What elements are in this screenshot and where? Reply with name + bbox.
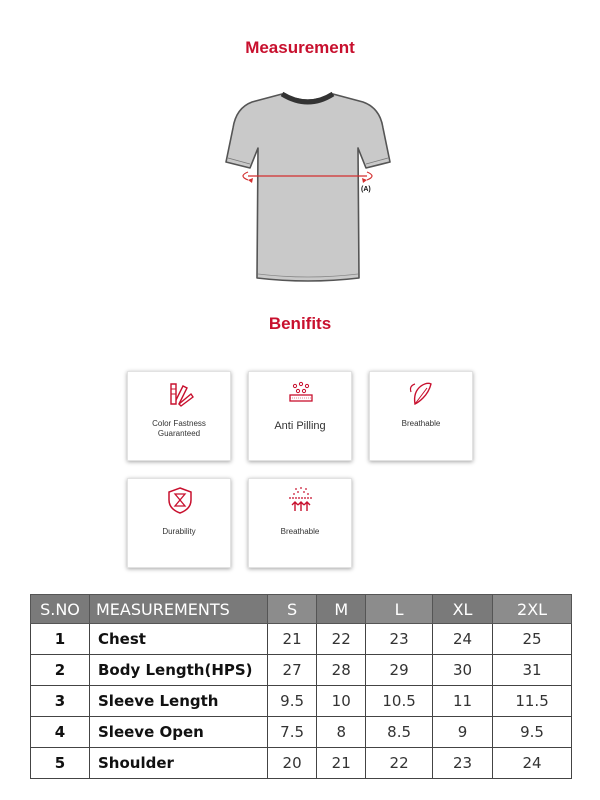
cell-value: 9.5: [493, 717, 572, 748]
cell-value: 23: [432, 748, 492, 779]
table-row: [31, 624, 572, 655]
header-size-m: M: [317, 595, 366, 624]
cell-value: 21: [317, 748, 366, 779]
color-swatch-icon: [165, 378, 195, 408]
cell-value: 21: [268, 624, 317, 655]
header-sno: S.NO: [31, 595, 90, 624]
cell-value: 9.5: [268, 686, 317, 717]
cell-value: 29: [366, 655, 433, 686]
table-header-row: [31, 595, 572, 624]
table-row: [31, 686, 572, 717]
header-size-2xl: 2XL: [493, 595, 572, 624]
cell-value: 27: [268, 655, 317, 686]
benefits-title: Benifits: [268, 314, 332, 333]
header-measurements: MEASUREMENTS: [90, 595, 268, 624]
cell-sno: 2: [31, 655, 90, 686]
cell-value: 11: [432, 686, 492, 717]
cell-measurement: Sleeve Open: [90, 717, 268, 748]
header-size-xl: XL: [432, 595, 492, 624]
cell-value: 10.5: [366, 686, 433, 717]
header-size-l: L: [366, 595, 433, 624]
cell-value: 22: [366, 748, 433, 779]
cell-value: 20: [268, 748, 317, 779]
fabric-pilling-icon: [286, 378, 316, 408]
cell-value: 30: [432, 655, 492, 686]
cell-value: 11.5: [493, 686, 572, 717]
feather-icon: [407, 378, 437, 408]
cell-measurement: Body Length(HPS): [90, 655, 268, 686]
tshirt-diagram: [220, 88, 395, 283]
table-row: [31, 717, 572, 748]
cell-value: 10: [317, 686, 366, 717]
measurement-title: Measurement: [245, 38, 355, 57]
cell-value: 23: [366, 624, 433, 655]
cell-sno: 3: [31, 686, 90, 717]
table-row: [31, 748, 572, 779]
cell-sno: 4: [31, 717, 90, 748]
size-chart-table: [30, 594, 572, 779]
cell-value: 31: [493, 655, 572, 686]
measure-marker-label: (A): [361, 186, 371, 193]
benefit-card-color-fastness: [127, 371, 231, 461]
benefit-card-breathable-2: [248, 478, 352, 568]
cell-value: 24: [432, 624, 492, 655]
cell-value: 28: [317, 655, 366, 686]
benefit-card-breathable: [369, 371, 473, 461]
header-size-s: S: [268, 595, 317, 624]
cell-measurement: Sleeve Length: [90, 686, 268, 717]
cell-value: 25: [493, 624, 572, 655]
benefit-card-durability: [127, 478, 231, 568]
table-row: [31, 655, 572, 686]
cell-value: 8.5: [366, 717, 433, 748]
cell-value: 9: [432, 717, 492, 748]
benefit-card-anti-pilling: [248, 371, 352, 461]
cell-measurement: Shoulder: [90, 748, 268, 779]
cell-sno: 5: [31, 748, 90, 779]
cell-value: 22: [317, 624, 366, 655]
hourglass-shield-icon: [165, 485, 195, 515]
benefit-label: Breathable: [401, 419, 441, 428]
benefit-label: Durability: [162, 527, 196, 536]
cell-sno: 1: [31, 624, 90, 655]
airflow-arrows-icon: [286, 485, 316, 515]
cell-value: 7.5: [268, 717, 317, 748]
cell-value: 24: [493, 748, 572, 779]
benefit-label: Breathable: [280, 527, 320, 536]
cell-value: 8: [317, 717, 366, 748]
benefit-label: Anti Pilling: [274, 420, 326, 432]
benefit-label: Color Fastness Guaranteed: [152, 419, 206, 438]
cell-measurement: Chest: [90, 624, 268, 655]
